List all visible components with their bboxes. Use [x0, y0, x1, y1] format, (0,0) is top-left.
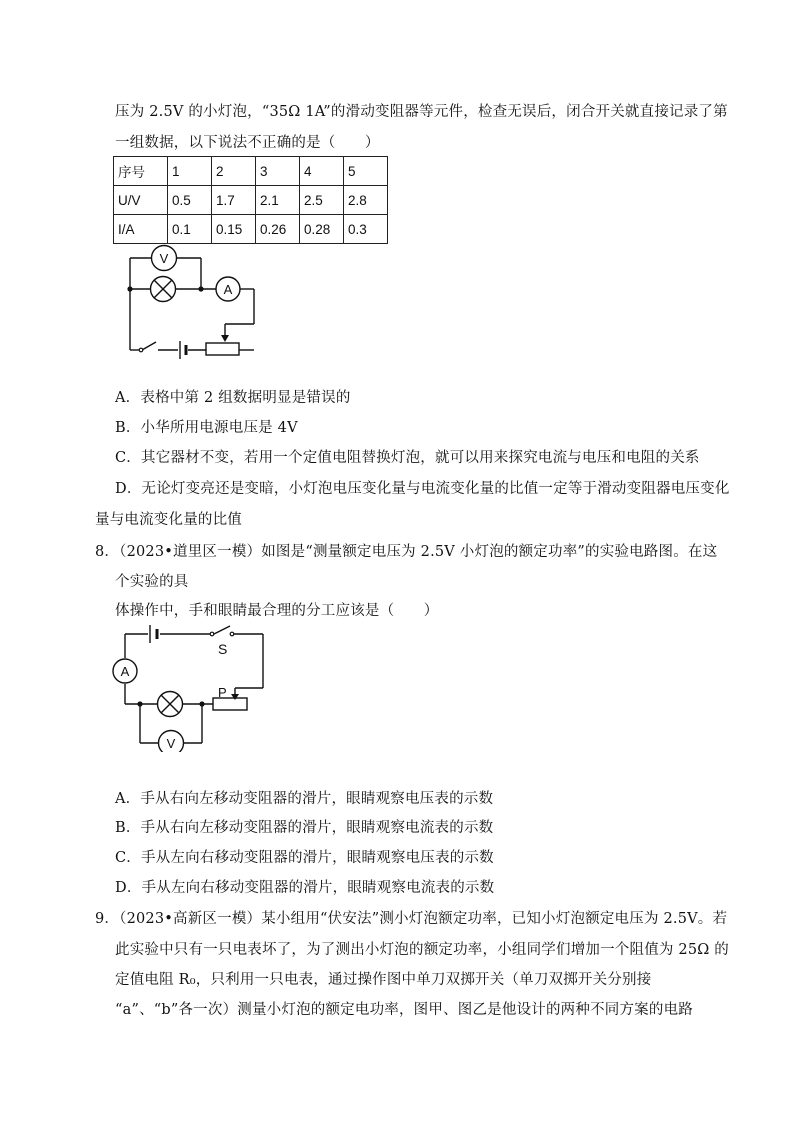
- junction-dot: [198, 286, 203, 291]
- svg-text:V: V: [166, 736, 176, 751]
- lamp-icon: [151, 277, 176, 302]
- q8-stem-line-3: 体操作中，手和眼睛最合理的分工应该是（ ）: [115, 603, 439, 619]
- q9-stem-line-1: 9．（2023•高新区一模）某小组用“伏安法”测小灯泡额定功率，已知小灯泡额定电压为 2.5V。若: [95, 911, 728, 927]
- battery-icon: [150, 625, 157, 643]
- q7-data-table: [113, 156, 388, 244]
- q8-option-c[interactable]: C．手从左向右移动变阻器的滑片，眼睛观察电压表的示数: [115, 850, 494, 866]
- q7-stem-line-2: 一组数据，以下说法不正确的是（ ）: [115, 135, 380, 151]
- table-cell: I/A: [114, 215, 168, 244]
- q8-option-d[interactable]: D．手从左向右移动变阻器的滑片，眼睛观察电流表的示数: [115, 880, 495, 896]
- q9-stem-line-3: 定值电阻 R₀，只利用一只电表，通过操作图中单刀双掷开关（单刀双掷开关分别接: [115, 972, 652, 988]
- junction-dot: [137, 701, 142, 706]
- table-cell: 2.1: [256, 186, 300, 215]
- q7-option-d-continued: 量与电流变化量的比值: [95, 512, 242, 528]
- svg-text:A: A: [223, 282, 233, 297]
- q9-stem-line-2: 此实验中只有一只电表坏了，为了测出小灯泡的额定功率，小组同学们增加一个阻值为 25Ω 的: [115, 942, 729, 958]
- switch-label: S: [218, 641, 228, 657]
- q7-option-c[interactable]: C．其它器材不变，若用一个定值电阻替换灯泡，就可以用来探究电流与电压和电阻的关系: [115, 450, 700, 466]
- table-cell: U/V: [114, 186, 168, 215]
- table-cell: 2: [212, 157, 256, 186]
- slider-label: P: [218, 685, 227, 700]
- q8-stem-line-1: 8．（2023•道里区一模）如图是“测量额定电压为 2.5V 小灯泡的额定功率”的实验电路图。在这: [95, 544, 718, 560]
- voltmeter-icon: [152, 246, 177, 271]
- table-cell: 0.3: [344, 215, 388, 244]
- q8-option-a[interactable]: A．手从右向左移动变阻器的滑片，眼睛观察电压表的示数: [115, 791, 494, 807]
- table-cell: 1: [168, 157, 212, 186]
- table-cell: 0.26: [256, 215, 300, 244]
- table-cell: 4: [300, 157, 344, 186]
- q8-option-b[interactable]: B．手从右向左移动变阻器的滑片，眼睛观察电流表的示数: [115, 820, 494, 836]
- table-cell: 2.8: [344, 186, 388, 215]
- q7-option-a[interactable]: A．表格中第 2 组数据明显是错误的: [115, 390, 351, 406]
- rheostat-icon: [206, 335, 254, 355]
- junction-dot: [127, 286, 132, 291]
- table-cell: 序号: [114, 157, 168, 186]
- table-cell: 0.15: [212, 215, 256, 244]
- table-row: [114, 186, 388, 215]
- q7-circuit-diagram: [110, 240, 270, 360]
- q8-circuit-diagram: [110, 622, 280, 752]
- q9-stem-line-4: “a”、“b”各一次）测量小灯泡的额定电功率，图甲、图乙是他设计的两种不同方案的电路: [115, 1002, 693, 1018]
- table-cell: 0.28: [300, 215, 344, 244]
- table-cell: 5: [344, 157, 388, 186]
- svg-text:A: A: [120, 664, 130, 679]
- ammeter-icon: [113, 659, 137, 683]
- table-cell: 0.5: [168, 186, 212, 215]
- lamp-icon: [158, 692, 183, 717]
- junction-dot: [199, 701, 204, 706]
- battery-icon: [180, 341, 186, 359]
- table-cell: 2.5: [300, 186, 344, 215]
- q7-option-b[interactable]: B．小华所用电源电压是 4V: [115, 420, 298, 436]
- table-cell: 1.7: [212, 186, 256, 215]
- voltmeter-icon: [159, 731, 184, 753]
- ammeter-icon: [216, 277, 240, 301]
- table-row: [114, 157, 388, 186]
- q7-option-d[interactable]: D．无论灯变亮还是变暗，小灯泡电压变化量与电流变化量的比值一定等于滑动变阻器电压变化: [115, 481, 730, 497]
- q7-stem-line-1: 压为 2.5V 的小灯泡，“35Ω 1A”的滑动变阻器等元件，检查无误后，闭合开关就直接记录了第: [115, 104, 728, 120]
- switch-contact-icon: [139, 348, 143, 352]
- table-cell: 3: [256, 157, 300, 186]
- switch-contact-icon: [230, 632, 234, 636]
- q8-stem-line-2: 个实验的具: [115, 574, 189, 590]
- table-cell: 0.1: [168, 215, 212, 244]
- svg-text:V: V: [159, 251, 169, 266]
- switch-contact-icon: [210, 632, 214, 636]
